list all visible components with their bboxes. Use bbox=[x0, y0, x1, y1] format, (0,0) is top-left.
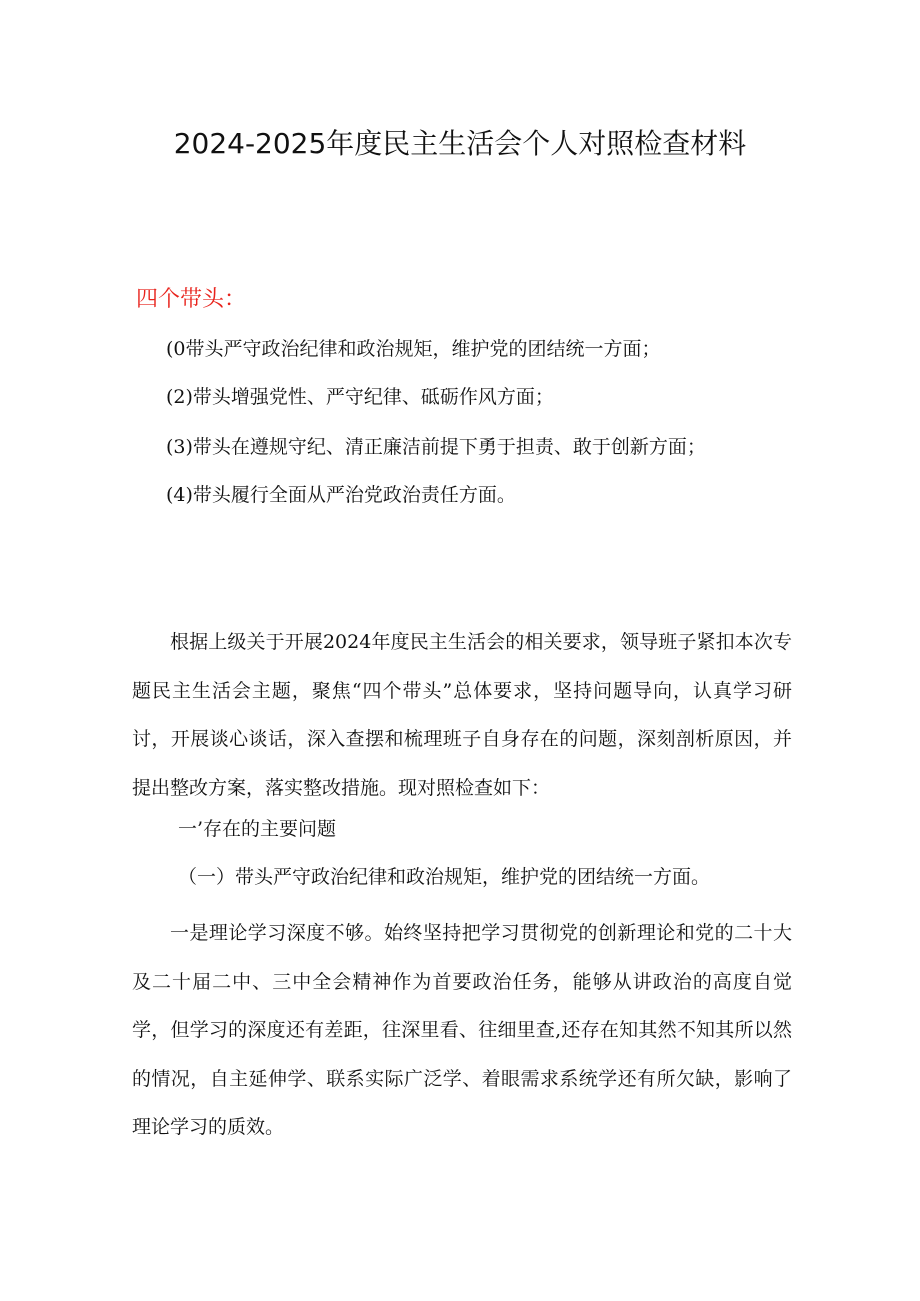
point-paragraph: 一是理论学习深度不够。始终坚持把学习贯彻党的创新理论和党的二十大及二十届二中、三中全会精神作为首要政治任务，能够从讲政治的高度自觉学，但学习的深度还有差距，往深里看、往细里查,还存在知其然不知其所以然的情况，自主延伸学、联系实际广泛学、着眼需求系统学还有所欠缺，影响了理论学习的质效。 bbox=[132, 922, 792, 1138]
list-item: (2)带头增强党性、严守纪律、砥砺作风方面； bbox=[166, 386, 554, 408]
heading-subsection-one: （一）带头严守政治纪律和政治规矩，维护党的团结统一方面。 bbox=[178, 866, 711, 888]
list-item: (4)带头履行全面从严治党政治责任方面。 bbox=[166, 484, 516, 506]
section-heading-four-leads: 四个带头： bbox=[136, 287, 247, 312]
heading-main-problems: 一’存在的主要问题 bbox=[178, 818, 337, 840]
list-item: (0带头严守政治纪律和政治规矩，维护党的团结统一方面； bbox=[166, 338, 661, 360]
list-item: (3)带头在遵规守纪、清正廉洁前提下勇于担责、敢于创新方面； bbox=[166, 436, 706, 458]
document-title: 2024-2025年度民主生活会个人对照检查材料 bbox=[173, 127, 747, 160]
intro-paragraph: 根据上级关于开展2024年度民主生活会的相关要求，领导班子紧扣本次专题民主生活会主题，聚焦“四个带头”总体要求，坚持问题导向，认真学习研讨，开展谈心谈话，深入查摆和梳理班子自身存在的问题，深刻剖析原因，并提出整改方案，落实整改措施。现对照检查如下： bbox=[132, 631, 792, 799]
